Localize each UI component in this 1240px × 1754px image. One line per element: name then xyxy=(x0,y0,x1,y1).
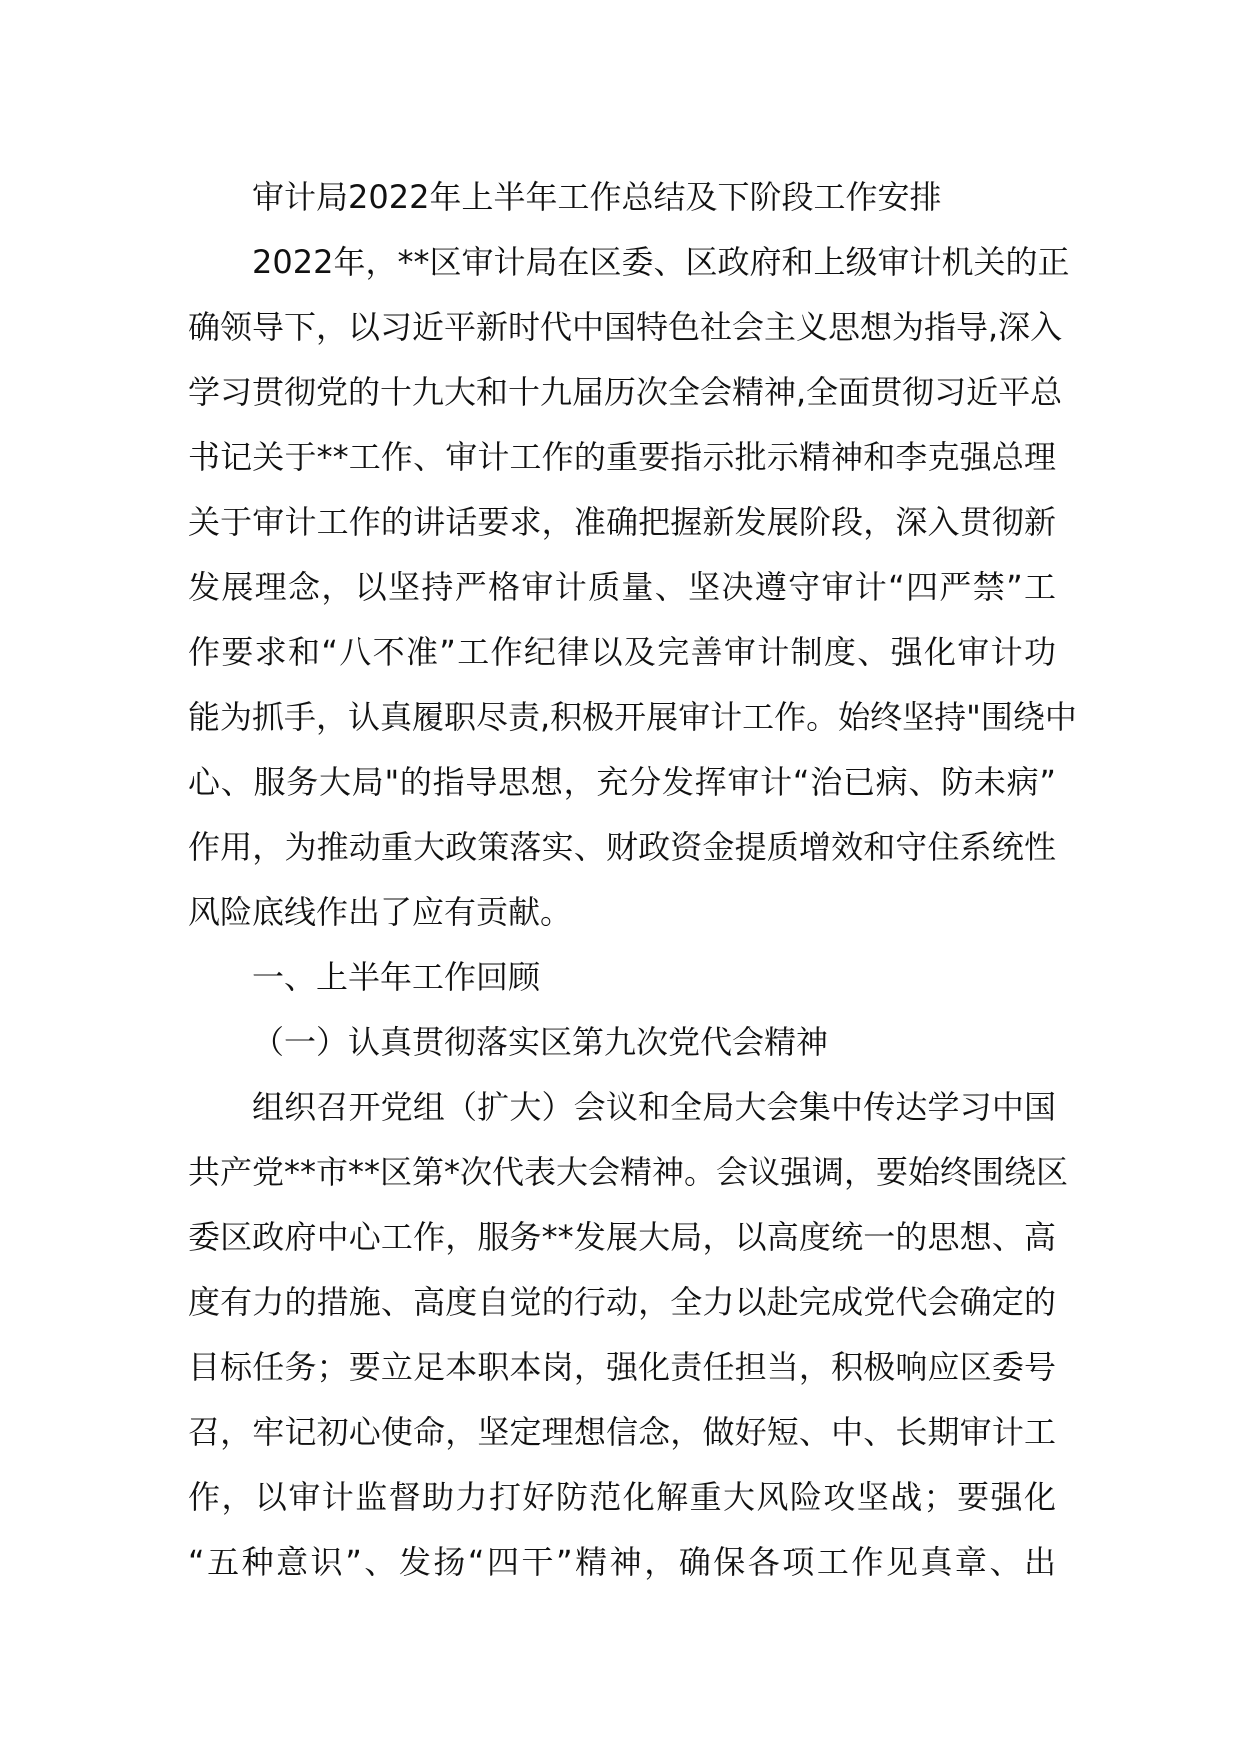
paragraph-line: 关于审计工作的讲话要求，准确把握新发展阶段，深入贯彻新 xyxy=(188,503,1056,541)
paragraph-line: 2022年，**区审计局在区委、区政府和上级审计机关的正 xyxy=(252,243,1070,281)
paragraph-line: 召，牢记初心使命，坚定理想信念，做好短、中、长期审计工 xyxy=(188,1413,1056,1451)
paragraph-line: 风险底线作出了应有贡献。 xyxy=(188,893,573,931)
paragraph-line: 目标任务；要立足本职本岗，强化责任担当，积极响应区委号 xyxy=(188,1348,1056,1386)
paragraph-line: 确领导下，以习近平新时代中国特色社会主义思想为指导,深入 xyxy=(188,308,1063,346)
paragraph-intro xyxy=(188,230,1077,945)
paragraph-line: 组织召开党组（扩大）会议和全局大会集中传达学习中国 xyxy=(252,1088,1056,1126)
paragraph-line: 能为抓手，认真履职尽责,积极开展审计工作。始终坚持"围绕中 xyxy=(188,698,1077,736)
paragraph-line: 学习贯彻党的十九大和十九届历次全会精神,全面贯彻习近平总 xyxy=(188,373,1063,411)
paragraph-line: 共产党**市**区第*次代表大会精神。会议强调，要始终围绕区 xyxy=(188,1153,1069,1191)
paragraph-line: 作要求和“八不准”工作纪律以及完善审计制度、强化审计功 xyxy=(188,633,1056,671)
section-subheading: （一）认真贯彻落实区第九次党代会精神 xyxy=(252,1023,829,1061)
paragraph-line: 作，以审计监督助力打好防范化解重大风险攻坚战；要强化 xyxy=(188,1478,1056,1516)
paragraph-line: 发展理念，以坚持严格审计质量、坚决遵守审计“四严禁”工 xyxy=(188,568,1056,606)
document-title: 审计局2022年上半年工作总结及下阶段工作安排 xyxy=(252,178,942,216)
paragraph-line: “五种意识”、发扬“四干”精神，确保各项工作见真章、出 xyxy=(188,1543,1056,1581)
paragraph-line: 作用，为推动重大政策落实、财政资金提质增效和守住系统性 xyxy=(188,828,1056,866)
paragraph-line: 委区政府中心工作，服务**发展大局，以高度统一的思想、高 xyxy=(188,1218,1056,1256)
paragraph-line: 度有力的措施、高度自觉的行动，全力以赴完成党代会确定的 xyxy=(188,1283,1056,1321)
paragraph-line: 心、服务大局"的指导思想，充分发挥审计“治已病、防未病” xyxy=(188,763,1056,801)
section-heading: 一、上半年工作回顾 xyxy=(252,958,541,996)
paragraph-party-congress xyxy=(188,1075,1069,1595)
document-body xyxy=(188,165,1077,1595)
paragraph-line: 书记关于**工作、审计工作的重要指示批示精神和李克强总理 xyxy=(188,438,1056,476)
